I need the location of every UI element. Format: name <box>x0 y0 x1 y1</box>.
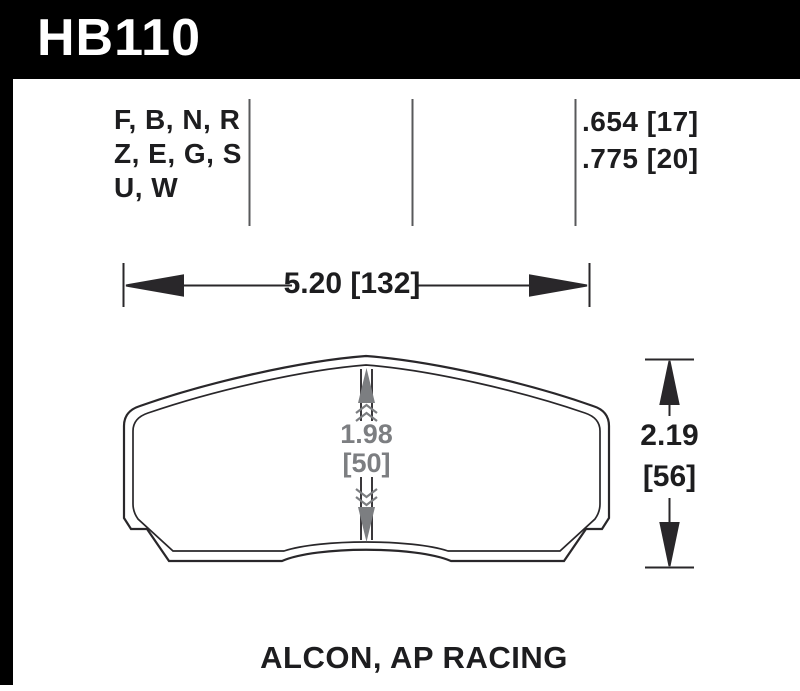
center-thickness-mm: [50] <box>342 448 391 478</box>
width-dimension-label: 5.20 [132] <box>283 267 421 300</box>
arrow-right-icon <box>530 276 587 296</box>
center-thickness-inches: 1.98 <box>340 419 393 449</box>
arrow-left-icon <box>126 276 183 296</box>
compound-row: U, W <box>114 172 179 203</box>
arrow-down-icon <box>661 523 679 566</box>
thickness-row: .654 [17] <box>582 106 699 137</box>
height-mm: [56] <box>642 460 697 493</box>
caliper-applications: ALCON, AP RACING <box>260 640 568 675</box>
chevron-down-icon <box>356 489 377 497</box>
arrow-up-icon <box>661 361 679 404</box>
height-dimension-label <box>619 415 720 497</box>
compound-row: F, B, N, R <box>114 104 241 135</box>
compound-row: Z, E, G, S <box>114 138 242 169</box>
height-inches: 2.19 <box>640 419 699 452</box>
thickness-row: .775 [20] <box>582 143 699 174</box>
part-number: HB110 <box>37 9 201 67</box>
center-thickness-label <box>316 420 417 478</box>
compound-table-dividers <box>250 99 576 226</box>
